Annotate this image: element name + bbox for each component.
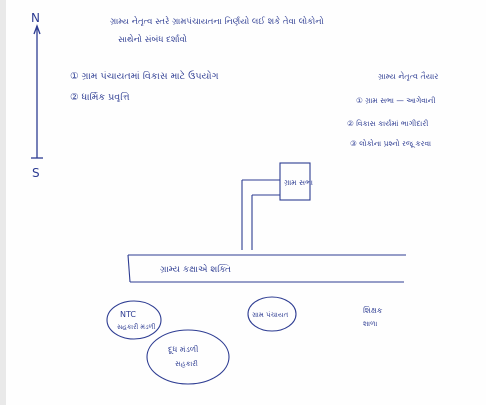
header-line-1: ગ્રામ્ય નેતૃત્વ સ્તરે ગ્રામપંચાયતના નિર્ણયો લઈ શકે તેવા લોકોનો <box>110 17 324 27</box>
bubble-dairy-label: દૂધ મંડળી <box>168 345 199 354</box>
compass-south-label: S <box>32 166 40 180</box>
right-list-item-2: ② વિકાસ કાર્યમાં ભાગીદારી <box>347 119 429 128</box>
teacher-sub: શાળા <box>363 320 378 328</box>
central-bar-label: ગ્રામ્ય કક્ષાએ શક્તિ <box>160 265 231 275</box>
header-line-2: સાથેનો સંબંધ દર્શાવો <box>118 35 187 45</box>
right-list-item-3: ③ લોકોના પ્રશ્નો રજૂ કરવા <box>350 139 432 148</box>
bubble-dairy-sub: સહકારી <box>175 360 198 368</box>
list-item-1: ① ગ્રામ પંચાયતમાં વિકાસ માટે ઉપયોગ <box>70 71 219 82</box>
list-item-2: ② ધાર્મિક પ્રવૃત્તિ <box>70 92 130 103</box>
right-list-title: ગ્રામ્ય નેતૃત્વ તૈયાર <box>378 72 439 81</box>
compass <box>31 11 43 180</box>
compass-north-label: N <box>31 11 40 25</box>
bubble-ntc-sub: સહકારી મંડળી <box>117 323 156 331</box>
bubble-dairy <box>147 330 229 384</box>
bubble-ntc <box>107 301 161 339</box>
teacher-label: શિક્ષક <box>363 306 383 315</box>
right-list-item-1: ① ગ્રામ સભા — આગેવાની <box>356 96 436 105</box>
central-bar-left <box>128 255 130 282</box>
bubble-ntc-label: NTC <box>120 310 136 319</box>
top-box-group <box>242 163 310 250</box>
top-box-label: ગ્રામ સભા <box>284 178 313 187</box>
bubble-panchayat-label: ગ્રામ પંચાયત <box>252 311 289 319</box>
